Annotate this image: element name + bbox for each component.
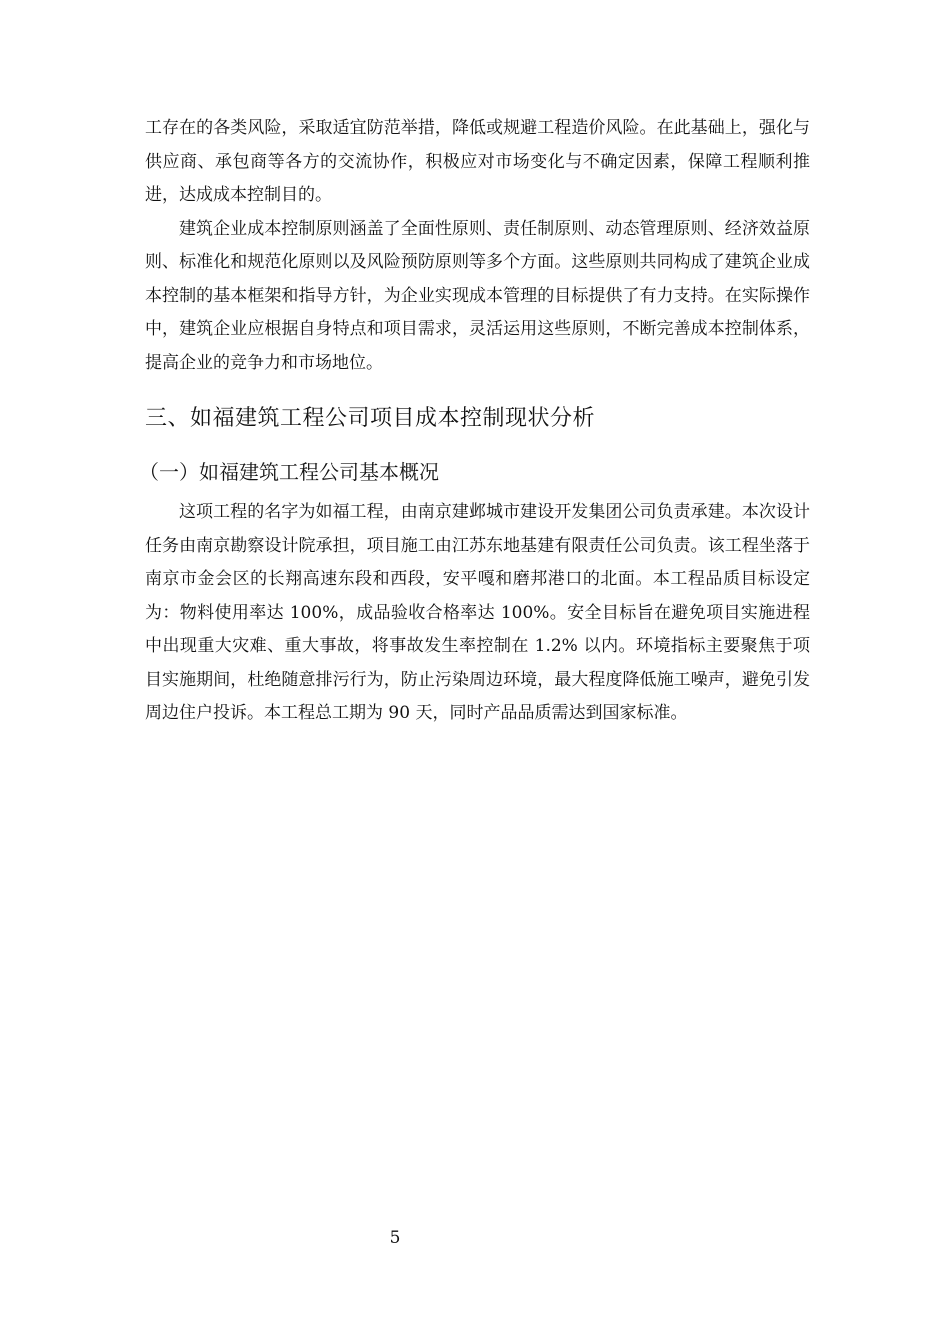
paragraph-cost-control-principles: 建筑企业成本控制原则涵盖了全面性原则、责任制原则、动态管理原则、经济效益原则、标准化和规范化原则以及风险预防原则等多个方面。这些原则共同构成了建筑企业成本控制的基本框架和指导方针，为企业实现成本管理的目标提供了有力支持。在实际操作中，建筑企业应根据自身特点和项目需求，灵活运用这些原则，不断完善成本控制体系，提高企业的竞争力和市场地位。: [145, 218, 810, 373]
section-heading: 三、如福建筑工程公司项目成本控制现状分析: [145, 406, 596, 431]
subsection-heading: （一）如福建筑工程公司基本概况: [139, 460, 439, 484]
page-number: 5: [389, 1228, 401, 1248]
paragraph-risk-continuation: 工存在的各类风险，采取适宜防范举措，降低或规避工程造价风险。在此基础上，强化与供应商、承包商等各方的交流协作，积极应对市场变化与不确定因素，保障工程顺利推进，达成成本控制目的。: [145, 118, 810, 205]
paragraph-project-overview: 这项工程的名字为如福工程，由南京建邺城市建设开发集团公司负责承建。本次设计任务由南京勘察设计院承担，项目施工由江苏东地基建有限责任公司负责。该工程坐落于南京市金会区的长翔高速东段和西段，安平嘎和磨邦港口的北面。本工程品质目标设定为：物料使用率达 100%，成品验收合格率达 100%。安全目标旨在避免项目实施进程中出现重大灾难、重大事故，将事故发生率控制在 1.2% 以内。环境指标主要聚焦于项目实施期间，杜绝随意排污行为，防止污染周边环境，最大程度降低施工噪声，避免引发周边住户投诉。本工程总工期为 90 天，同时产品品质需达到国家标准。: [145, 502, 810, 723]
page-content: [139, 112, 810, 731]
